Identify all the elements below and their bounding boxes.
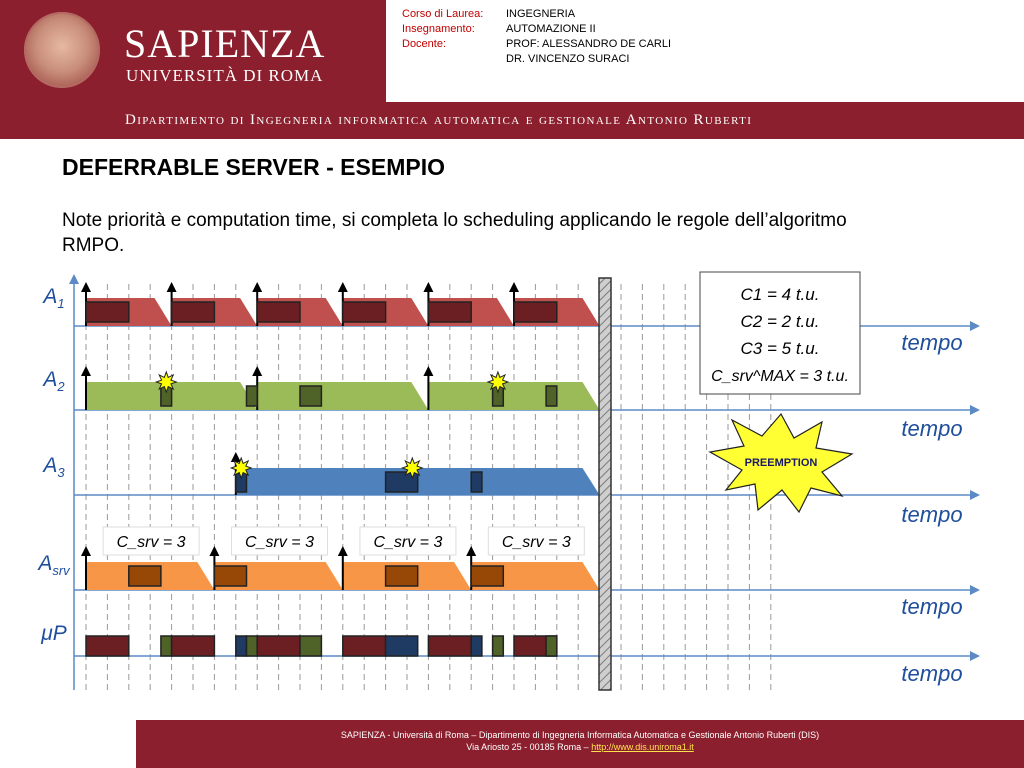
budget-label: C_srv = 3 <box>116 534 186 551</box>
exec-block-a2 <box>247 386 258 406</box>
info-label-teacher: Docente: <box>402 38 447 50</box>
footer-street <box>136 742 1024 752</box>
preemption-burst-icon <box>402 458 422 478</box>
preemption-label: PREEMPTION <box>744 457 818 469</box>
arrival-arrowhead <box>81 282 91 292</box>
row-label-a3: $A_3$ <box>43 454 65 480</box>
param-c2: C2 = 2 t.u. <box>740 312 820 331</box>
preemption-callout <box>710 414 852 512</box>
arrival-arrowhead <box>338 282 348 292</box>
cpu-slot-a2 <box>161 636 172 656</box>
footer <box>136 720 1024 768</box>
tempo-label: tempo <box>901 502 963 527</box>
university-name: SAPIENZA <box>124 21 326 66</box>
arrival-arrowhead <box>252 282 262 292</box>
cpu-slot-a1 <box>343 636 386 656</box>
info-value-subject: AUTOMAZIONE II <box>506 23 596 35</box>
exec-block-a1 <box>514 302 557 322</box>
cpu-slot-a2 <box>300 636 321 656</box>
cpu-slot-a1 <box>257 636 300 656</box>
university-subtitle: UNIVERSITÀ DI ROMA <box>126 66 324 85</box>
arrival-arrowhead <box>509 282 519 292</box>
preemption-burst-icon <box>156 372 176 392</box>
param-c3: C3 = 5 t.u. <box>740 339 820 358</box>
param-csrv-max: C_srv^MAX = 3 t.u. <box>711 368 849 385</box>
preemption-burst-icon <box>231 458 251 478</box>
arrival-arrowhead <box>338 546 348 556</box>
exec-block-a3 <box>471 472 482 492</box>
exec-block-a1 <box>428 302 471 322</box>
arrival-arrowhead <box>466 546 476 556</box>
arrival-arrowhead <box>209 546 219 556</box>
cpu-slot-a1 <box>428 636 471 656</box>
cpu-slot-a1 <box>86 636 129 656</box>
info-value-course: INGEGNERIA <box>506 8 576 20</box>
cpu-slot-a2 <box>493 636 504 656</box>
exec-block-a1 <box>172 302 215 322</box>
tempo-label: tempo <box>901 594 963 619</box>
cpu-slot-a3 <box>236 636 247 656</box>
cpu-slot-a1 <box>172 636 215 656</box>
arrival-arrowhead <box>81 546 91 556</box>
budget-label: C_srv = 3 <box>245 534 314 551</box>
exec-block-a1 <box>257 302 300 322</box>
info-value-teacher-2: DR. VINCENZO SURACI <box>506 53 630 65</box>
exec-block-a1 <box>343 302 386 322</box>
period-band-a2 <box>257 382 428 410</box>
cpu-slot-a3 <box>386 636 418 656</box>
exec-block-a2 <box>546 386 557 406</box>
cpu-slot-a2 <box>546 636 557 656</box>
tempo-label: tempo <box>901 416 963 441</box>
budget-label: C_srv = 3 <box>373 534 443 551</box>
footer-address: SAPIENZA - Università di Roma – Dipartimento di Ingegneria Informatica Automatica e Gestionale Antonio Ruberti (DIS) <box>340 730 820 740</box>
info-label-subject: Insegnamento: <box>402 23 475 35</box>
arrival-arrowhead <box>231 452 241 462</box>
arrival-arrowhead <box>423 282 433 292</box>
slide-description: Note priorità e computation time, si completa lo scheduling applicando le regole dell’algoritmo RMPO. <box>62 210 847 256</box>
info-value-teacher: PROF: ALESSANDRO DE CARLI <box>506 38 672 50</box>
cpu-slot-a2 <box>247 636 258 656</box>
param-c1: C1 = 4 t.u. <box>740 285 820 304</box>
info-label-course: Corso di Laurea: <box>402 8 484 20</box>
exec-block-a2 <box>300 386 321 406</box>
slide-title: DEFERRABLE SERVER - ESEMPIO <box>62 154 445 180</box>
exec-block-asrv <box>214 566 246 586</box>
arrival-arrowhead <box>423 366 433 376</box>
end-barrier <box>599 278 611 690</box>
exec-block-asrv <box>386 566 418 586</box>
arrival-arrowhead <box>252 366 262 376</box>
preemption-burst-icon <box>488 372 508 392</box>
footer-link[interactable]: http://www.dis.uniroma1.it <box>591 742 694 752</box>
exec-block-asrv <box>129 566 161 586</box>
department-name: Dipartimento di Ingegneria informatica automatica e gestionale Antonio Ruberti <box>125 112 753 128</box>
row-label-up: μP <box>41 622 67 645</box>
tempo-label: tempo <box>901 330 963 355</box>
cpu-slot-a3 <box>471 636 482 656</box>
row-label-a2: $A_2$ <box>43 368 65 394</box>
arrival-arrowhead <box>167 282 177 292</box>
exec-block-a1 <box>86 302 129 322</box>
arrival-arrowhead <box>81 366 91 376</box>
tempo-label: tempo <box>901 661 963 686</box>
exec-block-asrv <box>471 566 503 586</box>
row-label-a1: $A_1$ <box>43 285 65 311</box>
parameters-box <box>700 272 860 394</box>
row-label-asrv: $A_{srv}$ <box>38 552 70 578</box>
footer-street-text: Via Ariosto 25 - 00185 Roma – <box>466 742 592 752</box>
period-band-a2 <box>428 382 599 410</box>
budget-label: C_srv = 3 <box>501 534 571 551</box>
